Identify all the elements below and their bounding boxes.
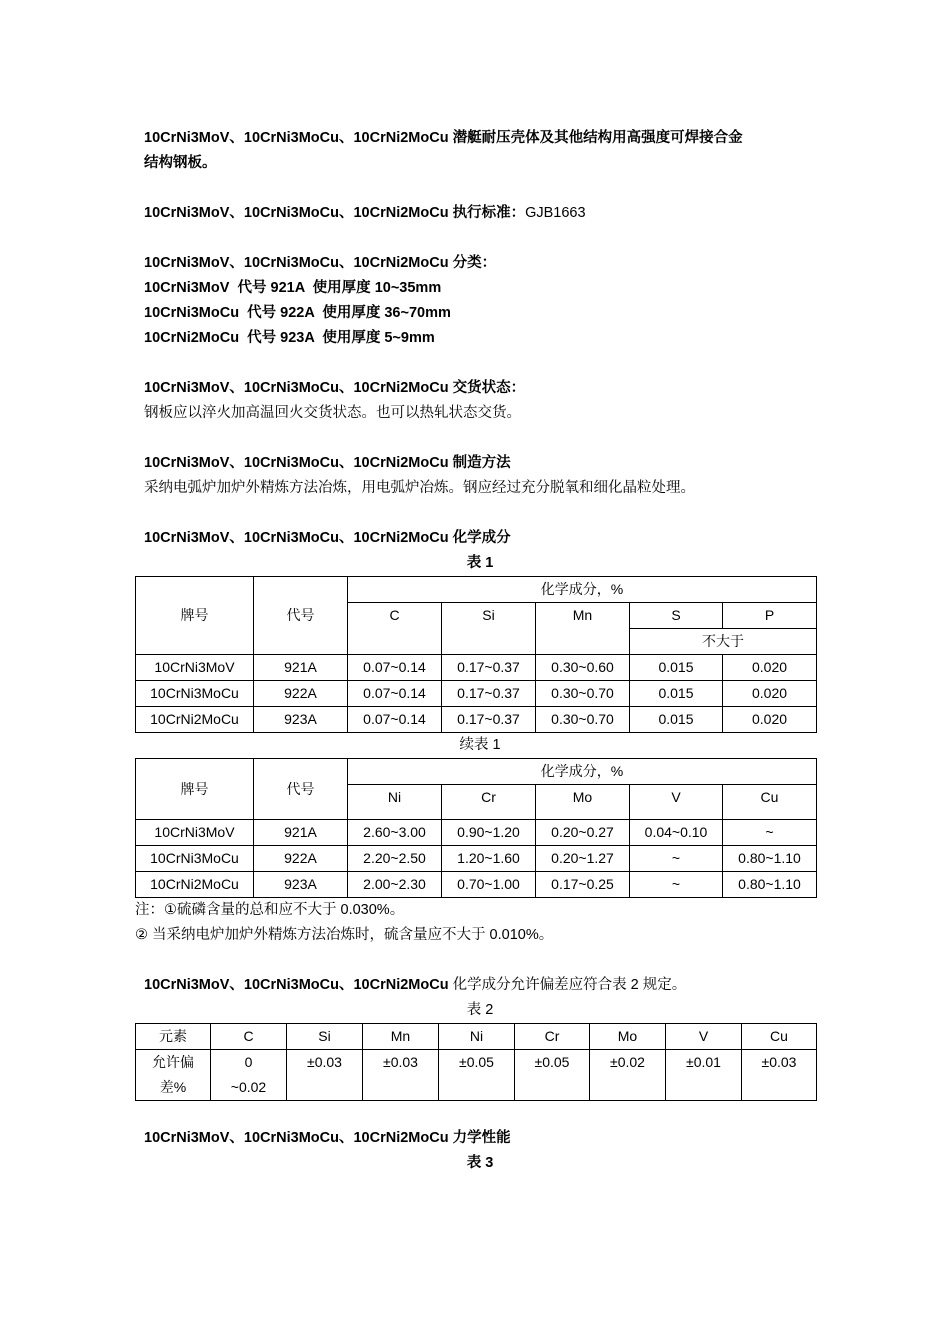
table2-header-c: C xyxy=(211,1024,287,1050)
table-row xyxy=(136,1050,817,1101)
table-row xyxy=(136,820,817,846)
table2-row-label xyxy=(136,1050,211,1101)
table-cell: 0.17~0.37 xyxy=(442,681,536,707)
table1b-caption: 续表 1 xyxy=(459,737,501,753)
table1-caption: 表 1 xyxy=(466,555,494,571)
table-cell: 2.20~2.50 xyxy=(348,846,442,872)
standard-value: GJB1663 xyxy=(525,205,586,221)
table-cell: 10CrNi2MoCu xyxy=(136,707,254,733)
table-cell: 921A xyxy=(254,655,348,681)
table-cell: 0.17~0.25 xyxy=(536,872,630,898)
table-cell: ±0.05 xyxy=(439,1050,515,1101)
table1b-col-cu: Cu xyxy=(723,785,817,820)
table1b-col-ni: Ni xyxy=(348,785,442,820)
table-cell: 0.30~0.70 xyxy=(536,681,630,707)
table2-header-cu: Cu xyxy=(742,1024,817,1050)
standard-line xyxy=(144,201,816,226)
table2-header-mo: Mo xyxy=(590,1024,666,1050)
table-cell: ±0.03 xyxy=(363,1050,439,1101)
table-cell: 0.70~1.00 xyxy=(442,872,536,898)
table-cell: ±0.02 xyxy=(590,1050,666,1101)
table1b-col-mo: Mo xyxy=(536,785,630,820)
table1b-header-grade: 牌号 xyxy=(136,759,254,820)
classification-item: 10CrNi2MoCu 代号 923A 使用厚度 5~9mm xyxy=(144,330,435,346)
table-cell: ±0.01 xyxy=(666,1050,742,1101)
note-1: 注：①硫磷含量的总和应不大于 0.030%。 xyxy=(135,902,405,918)
table-cell: ~ xyxy=(723,820,817,846)
table-cell: 0.20~1.27 xyxy=(536,846,630,872)
table-cell: 0.07~0.14 xyxy=(348,707,442,733)
table-cell: 10CrNi3MoCu xyxy=(136,846,254,872)
table2-row-label-line1: 允许偏 xyxy=(152,1054,194,1070)
table1b-col-cr: Cr xyxy=(442,785,536,820)
table-cell: 0.020 xyxy=(723,681,817,707)
table-cell: 0.80~1.10 xyxy=(723,872,817,898)
table2-header-cr: Cr xyxy=(515,1024,590,1050)
table-cell: 0.07~0.14 xyxy=(348,655,442,681)
table1-not-greater: 不大于 xyxy=(630,629,817,655)
table2-header-ni: Ni xyxy=(439,1024,515,1050)
table-cell: 0.30~0.70 xyxy=(536,707,630,733)
table2-row-label-line2: 差% xyxy=(159,1079,187,1095)
table-cell: ±0.03 xyxy=(742,1050,817,1101)
table-cell: 0.015 xyxy=(630,707,723,733)
table1b-col-v: V xyxy=(630,785,723,820)
table-row xyxy=(136,655,817,681)
table-row xyxy=(136,872,817,898)
table-cell: 2.60~3.00 xyxy=(348,820,442,846)
manufacturing-text: 采纳电弧炉加炉外精炼方法冶炼，用电弧炉冶炼。钢应经过充分脱氧和细化晶粒处理。 xyxy=(144,480,695,496)
table-cell: 10CrNi3MoV xyxy=(136,820,254,846)
table-cell: 923A xyxy=(254,872,348,898)
table1-header-grade: 牌号 xyxy=(136,577,254,655)
table2-c-value xyxy=(211,1050,287,1101)
table-cell: 921A xyxy=(254,820,348,846)
table-cell: ~ xyxy=(630,872,723,898)
table-cell: 0.30~0.60 xyxy=(536,655,630,681)
table-row xyxy=(136,681,817,707)
chemistry-heading: 10CrNi3MoV、10CrNi3MoCu、10CrNi2MoCu 化学成分 xyxy=(144,530,511,546)
table2 xyxy=(135,1023,817,1101)
table1-col-si: Si xyxy=(442,603,536,655)
table-cell: 922A xyxy=(254,681,348,707)
document-page xyxy=(135,126,816,1176)
table2-header-v: V xyxy=(666,1024,742,1050)
note-2: ② 当采纳电炉加炉外精炼方法冶炼时，硫含量应不大于 0.010%。 xyxy=(135,927,554,943)
mechanical-heading: 10CrNi3MoV、10CrNi3MoCu、10CrNi2MoCu 力学性能 xyxy=(144,1130,511,1146)
table-cell: 2.00~2.30 xyxy=(348,872,442,898)
table-cell: 0.20~0.27 xyxy=(536,820,630,846)
intro-title-line2: 结构钢板。 xyxy=(144,155,217,171)
table1b-header-composition: 化学成分，% xyxy=(348,759,817,785)
table2-header-mn: Mn xyxy=(363,1024,439,1050)
classification-heading: 10CrNi3MoV、10CrNi3MoCu、10CrNi2MoCu 分类： xyxy=(144,255,497,271)
tolerance-heading xyxy=(144,973,816,998)
table-cell: 0.020 xyxy=(723,655,817,681)
table-cell: ±0.03 xyxy=(287,1050,363,1101)
table-cell: ~ xyxy=(630,846,723,872)
table1b-header-code: 代号 xyxy=(254,759,348,820)
table2-header-element: 元素 xyxy=(136,1024,211,1050)
table2-caption: 表 2 xyxy=(466,1002,494,1018)
table1b xyxy=(135,758,817,898)
table1-header-composition: 化学成分，% xyxy=(348,577,817,603)
delivery-heading: 10CrNi3MoV、10CrNi3MoCu、10CrNi2MoCu 交货状态： xyxy=(144,380,526,396)
manufacturing-heading: 10CrNi3MoV、10CrNi3MoCu、10CrNi2MoCu 制造方法 xyxy=(144,455,511,471)
table1-col-p: P xyxy=(723,603,817,629)
tolerance-heading-grades: 10CrNi3MoV、10CrNi3MoCu、10CrNi2MoCu xyxy=(144,977,449,993)
table1-col-mn: Mn xyxy=(536,603,630,655)
table1-col-s: S xyxy=(630,603,723,629)
table-cell: 0.015 xyxy=(630,681,723,707)
classification-item: 10CrNi3MoCu 代号 922A 使用厚度 36~70mm xyxy=(144,305,451,321)
intro-title-line1: 10CrNi3MoV、10CrNi3MoCu、10CrNi2MoCu 潜艇耐压壳体及其他结构用高强度可焊接合金 xyxy=(144,130,743,146)
table-cell: ±0.05 xyxy=(515,1050,590,1101)
table-cell: 1.20~1.60 xyxy=(442,846,536,872)
table-cell: 0.17~0.37 xyxy=(442,707,536,733)
table-cell: 923A xyxy=(254,707,348,733)
table-row xyxy=(136,846,817,872)
table-cell: 0.17~0.37 xyxy=(442,655,536,681)
table-cell: 0.90~1.20 xyxy=(442,820,536,846)
table-cell: 0.015 xyxy=(630,655,723,681)
table1-header-code: 代号 xyxy=(254,577,348,655)
table-cell: 10CrNi3MoV xyxy=(136,655,254,681)
table-row xyxy=(136,707,817,733)
table1 xyxy=(135,576,817,733)
classification-item: 10CrNi3MoV 代号 921A 使用厚度 10~35mm xyxy=(144,280,442,296)
table-cell: 0.07~0.14 xyxy=(348,681,442,707)
table-cell: 0.80~1.10 xyxy=(723,846,817,872)
table1-col-c: C xyxy=(348,603,442,655)
table-cell: 10CrNi2MoCu xyxy=(136,872,254,898)
table-cell: 10CrNi3MoCu xyxy=(136,681,254,707)
delivery-text: 钢板应以淬火加高温回火交货状态。也可以热轧状态交货。 xyxy=(144,405,521,421)
table2-header-si: Si xyxy=(287,1024,363,1050)
table2-c-value-line1: 0 xyxy=(244,1054,253,1070)
table-cell: 922A xyxy=(254,846,348,872)
table3-caption: 表 3 xyxy=(466,1155,494,1171)
table-cell: 0.020 xyxy=(723,707,817,733)
table-cell: 0.04~0.10 xyxy=(630,820,723,846)
standard-label: 10CrNi3MoV、10CrNi3MoCu、10CrNi2MoCu 执行标准： xyxy=(144,205,526,221)
table2-c-value-line2: ~0.02 xyxy=(230,1079,267,1095)
tolerance-heading-text: 化学成分允许偏差应符合表 2 规定。 xyxy=(448,977,687,993)
